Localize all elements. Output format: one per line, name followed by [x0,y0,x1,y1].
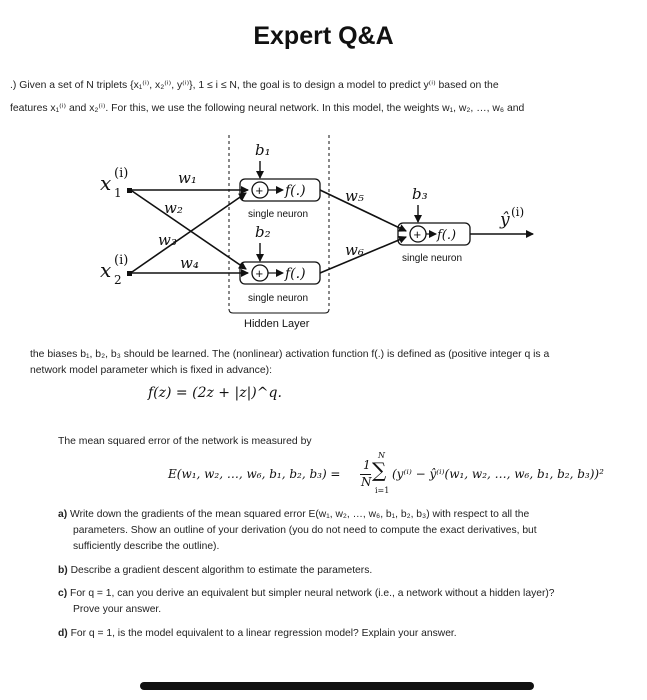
weight-w4: w₄ [180,254,199,272]
sum-sign-1: + [255,183,264,198]
sum-sign-3: + [413,227,422,242]
question-a-line-1: Write down the gradients of the mean squared error E(w₁, w₂, …, w₆, b₁, b₂, b₃) with respect to all the [70,509,530,520]
neuron-1-label: single neuron [248,209,309,220]
mse-sum-top: N [378,451,385,460]
input-x2-sup: (i) [114,253,129,268]
weight-w3: w₃ [158,231,177,249]
mse-sum-bottom: i=1 [375,486,390,495]
mse-rhs: (y⁽ⁱ⁾ − ŷ⁽ⁱ⁾(w₁, w₂, …, w₆, b₁, b₂, b₃))² [392,467,604,481]
output-y-hat-sup: (i) [511,205,525,219]
question-a-line-3: sufficiently describe the outline). [73,541,220,552]
question-d-line-1: For q = 1, is the model equivalent to a linear regression model? Explain your answer. [70,628,457,639]
weight-w1: w₁ [178,169,197,187]
hidden-layer-label: Hidden Layer [244,318,310,330]
mse-lhs: E(w₁, w₂, …, w₆, b₁, b₂, b₃) = [168,467,341,481]
activation-3: f(.) [437,228,457,243]
question-b [58,563,638,578]
input-node-2 [127,271,132,276]
input-x2-sub: 2 [114,273,122,287]
question-b-line-1: Describe a gradient descent algorithm to estimate the parameters. [70,565,373,576]
question-d-label: d) [58,628,68,639]
input-x1-sup: (i) [114,166,129,181]
question-b-label: b) [58,565,68,576]
mse-intro: The mean squared error of the network is measured by [58,436,312,447]
page-title: Expert Q&A [253,22,394,50]
input-x1-sub: 1 [114,186,122,200]
output-y-hat: ŷ [500,210,510,230]
biases-line-1: the biases b₁, b₂, b₃ should be learned. The (nonlinear) activation function f(.) is defined as (positive integer q is a [30,349,550,360]
intro-line-2: features x₁⁽ⁱ⁾ and x₂⁽ⁱ⁾. For this, we use the following neural network. In this model, the weights w₁, w₂, …, w₆ and [10,103,525,114]
activation-2: f(.) [285,266,306,282]
weight-w2: w₂ [164,199,183,217]
intro-line-1: .) Given a set of N triplets {x₁⁽ⁱ⁾, x₂⁽ⁱ⁾, y⁽ⁱ⁾}, 1 ≤ i ≤ N, the goal is to design a model to predict y⁽ⁱ⁾ based on the [10,80,499,91]
weight-w6: w₆ [345,241,364,259]
mse-fraction-numerator: 1 [363,458,371,472]
sum-sign-2: + [255,266,264,281]
weight-w5: w₅ [345,187,364,205]
mse-sum-sign: ∑ [372,458,387,482]
question-c-label: c) [58,588,68,599]
bias-b1: b₁ [255,141,271,159]
question-a-label: a) [58,509,68,520]
question-a [58,507,638,522]
question-c [58,586,643,601]
question-d [58,626,638,641]
neuron-2-label: single neuron [248,293,309,304]
activation-formula: f(z) = (2z + |z|)^q. [148,385,282,401]
bias-b3: b₃ [412,185,428,203]
hidden-layer-brace [229,309,329,313]
mse-fraction-denominator: N [361,475,372,489]
question-a-line-2: parameters. Show an outline of your derivation (you do not need to compute the exact derivatives, but [73,525,537,536]
input-x2: x [100,258,112,282]
bias-b2: b₂ [255,223,271,241]
question-c-line-2: Prove your answer. [73,604,162,615]
output-neuron-label: single neuron [402,253,463,264]
input-x1: x [100,171,112,195]
question-c-line-1: For q = 1, can you derive an equivalent but simpler neural network (i.e., a network without a hidden layer)? [70,588,555,599]
activation-1: f(.) [285,183,306,199]
home-indicator[interactable] [140,682,534,690]
neural-network-diagram [0,125,647,345]
biases-line-2: network model parameter which is fixed in advance): [30,365,272,376]
input-node-1 [127,188,132,193]
